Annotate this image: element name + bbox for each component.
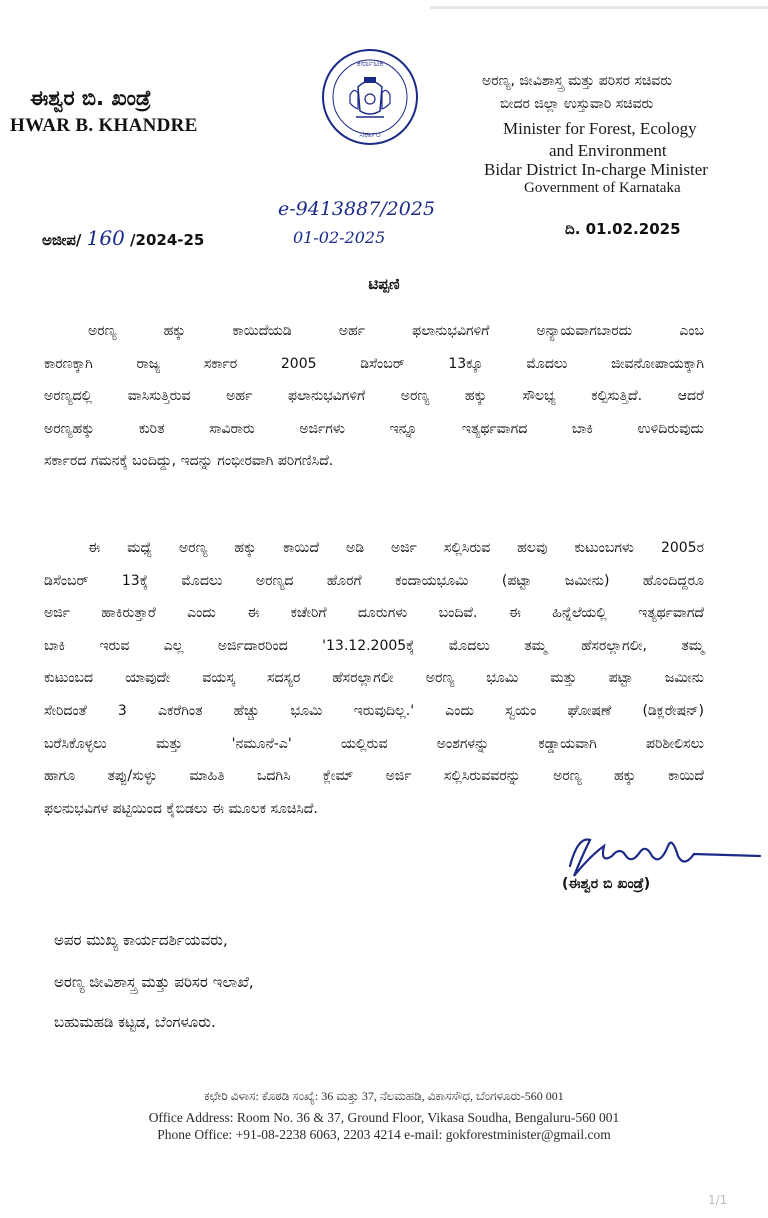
footer-contact: Phone Office: +91-08-2238 6063, 2203 4214 e-mail: gokforestminister@gmail.com	[157, 1127, 611, 1142]
minister-name-english: HWAR B. KHANDRE	[10, 115, 198, 136]
emblem-top-text: ಕರ್ನಾಟಕ	[356, 59, 384, 69]
page-title: ಟಿಪ್ಪಣಿ	[368, 275, 400, 293]
designation-english-3: Bidar District In-charge Minister	[484, 160, 708, 179]
designation-english-1: Minister for Forest, Ecology	[503, 119, 697, 138]
scan-edge	[430, 6, 768, 9]
paragraph-line: ಸೇರಿದಂತೆ 3 ಎಕರೆಗಿಂತ ಹೆಚ್ಚು ಭೂಮಿ ಇರುವುದಿಲ್ಲ.' ಎಂದು ಸ್ವಯಂ ಘೋಷಣೆ (ಡಿಕ್ಲರೇಷನ್)	[44, 702, 704, 719]
paragraph-line: ಅರಣ್ಯದಲ್ಲಿ ವಾಸಿಸುತ್ತಿರುವ ಅರ್ಹ ಫಲಾನುಭವಿಗಳಿಗೆ ಅರಣ್ಯ ಹಕ್ಕು ಸೌಲಭ್ಯ ಕಲ್ಪಿಸುತ್ತಿದೆ. ಆದರೆ	[44, 388, 704, 405]
reference-number	[42, 226, 204, 250]
paragraph-2	[44, 532, 704, 825]
addressee-line-3: ಬಹುಮಹಡಿ ಕಟ್ಟಡ, ಬೆಂಗಳೂರು.	[54, 1013, 216, 1031]
efile-number: e-9413887/2025	[278, 198, 436, 220]
paragraph-line: ಅರಣ್ಯಹಕ್ಕು ಕುರಿತ ಸಾವಿರಾರು ಅರ್ಜಿಗಳು ಇನ್ನೂ ಇತ್ಯರ್ಥವಾಗದ ಬಾಕಿ ಉಳಿದಿರುವುದು	[44, 420, 704, 437]
footer-address-kannada: ಕಛೇರಿ ವಿಳಾಸ: ಕೊಠಡಿ ಸಂಖ್ಯೆ: 36 ಮತ್ತು 37, ನೆಲಮಹಡಿ, ವಿಕಾಸಸೌಧ, ಬೆಂಗಳೂರು-560 001	[204, 1089, 564, 1103]
signatory-name: (ಈಶ್ವರ ಬಿ ಖಂಡ್ರೆ)	[562, 876, 651, 892]
designation-kannada-2: ಬೀದರ ಜಿಲ್ಲಾ ಉಸ್ತುವಾರಿ ಸಚಿವರು	[500, 96, 654, 112]
addressee-line-1: ಅಪರ ಮುಖ್ಯ ಕಾರ್ಯದರ್ಶಿಯವರು,	[54, 931, 228, 949]
paragraph-line: ಬಾಕಿ ಇರುವ ಎಲ್ಲ ಅರ್ಜಿದಾರರಿಂದ '13.12.2005ಕ್ಕೆ ಮೊದಲು ತಮ್ಮ ಹೆಸರಲ್ಲಾಗಲೀ, ತಮ್ಮ	[44, 637, 704, 654]
paragraph-line: ಸರ್ಕಾರದ ಗಮನಕ್ಕೆ ಬಂದಿದ್ದು, ಇದನ್ನು ಗಂಭೀರವಾಗಿ ಪರಿಗಣಿಸಿದೆ.	[44, 453, 334, 470]
paragraph-line: ಡಿಸೆಂಬರ್ 13ಕ್ಕೆ ಮೊದಲು ಅರಣ್ಯದ ಹೊರಗೆ ಕಂದಾಯಭೂಮಿ (ಪಟ್ಟಾ ಜಮೀನು) ಹೊಂದಿದ್ದರೂ	[44, 572, 704, 589]
paragraph-line: ಅರ್ಜಿ ಹಾಕಿರುತ್ತಾರೆ ಎಂದು ಈ ಕಚೇರಿಗೆ ದೂರುಗಳು ಬಂದಿವೆ. ಈ ಹಿನ್ನೆಲೆಯಲ್ಲಿ ಇತ್ಯರ್ಥವಾಗದೆ	[44, 605, 704, 622]
page-number: 1/1	[708, 1193, 728, 1207]
addressee-line-2: ಅರಣ್ಯ ಜೀವಿಶಾಸ್ತ್ರ ಮತ್ತು ಪರಿಸರ ಇಲಾಖೆ,	[54, 973, 254, 991]
paragraph-line: ಫಲನುಭವಿಗಳ ಪಟ್ಟಿಯಿಂದ ಕೈಬಿಡಲು ಈ ಮೂಲಕ ಸೂಚಿಸಿದೆ.	[44, 800, 318, 817]
designation-kannada-1: ಅರಣ್ಯ, ಜೀವಿಶಾಸ್ತ್ರ ಮತ್ತು ಪರಿಸರ ಸಚಿವರು	[482, 73, 673, 89]
paragraph-line: ಅರಣ್ಯ ಹಕ್ಕು ಕಾಯಿದೆಯಡಿ ಅರ್ಹ ಫಲಾನುಭವಿಗಳಿಗೆ ಅನ್ಯಾಯವಾಗಬಾರದು ಎಂಬ	[88, 323, 704, 339]
paragraph-1	[44, 315, 704, 478]
designation-english-4: Government of Karnataka	[524, 180, 681, 196]
paragraph-line: ಕಾರಣಕ್ಕಾಗಿ ರಾಜ್ಯ ಸರ್ಕಾರ 2005 ಡಿಸೆಂಬರ್ 13ಕ್ಕೂ ಮೊದಲು ಜೀವನೋಪಾಯಕ್ಕಾಗಿ	[44, 355, 704, 372]
footer-address-english: Office Address: Room No. 36 & 37, Ground Floor, Vikasa Soudha, Bengaluru-560 001	[148, 1110, 620, 1125]
paragraph-line: ಕುಟುಂಬದ ಯಾವುದೇ ವಯಸ್ಕ ಸದಸ್ಯರ ಹೆಸರಲ್ಲಾಗಲೀ ಅರಣ್ಯ ಭೂಮಿ ಮತ್ತು ಪಟ್ಟಾ ಜಮೀನು	[44, 670, 704, 687]
karnataka-emblem-icon	[320, 47, 420, 147]
paragraph-line: ಹಾಗೂ ತಪ್ಪು/ಸುಳ್ಳು ಮಾಹಿತಿ ಒದಗಿಸಿ ಕ್ಲೇಮ್ ಅರ್ಜಿ ಸಲ್ಲಿಸಿರುವವರನ್ನು ಅರಣ್ಯ ಹಕ್ಕು ಕಾಯಿದೆ	[44, 768, 704, 785]
letter-date: ದಿ. 01.02.2025	[565, 220, 681, 238]
emblem-bottom-text: ಸರ್ಕಾರ	[359, 130, 381, 140]
efile-date: 01-02-2025	[293, 228, 386, 247]
reference-handwritten-number: 160	[86, 226, 125, 250]
reference-suffix: /2024-25	[130, 231, 205, 249]
paragraph-line: ಈ ಮಧ್ಯೆ ಅರಣ್ಯ ಹಕ್ಕು ಕಾಯಿದೆ ಅಡಿ ಅರ್ಜಿ ಸಲ್ಲಿಸಿರುವ ಹಲವು ಕುಟುಂಬಗಳು 2005ರ	[88, 540, 704, 556]
paragraph-line: ಬರೆಸಿಕೊಳ್ಳಲು ಮತ್ತು 'ನಮೂನೆ-ಎ' ಯಲ್ಲಿರುವ ಅಂಶಗಳನ್ನು ಕಡ್ಡಾಯವಾಗಿ ಪರಿಶೀಲಿಸಲು	[44, 735, 704, 752]
reference-prefix: ಅಜೀಪ/	[42, 231, 82, 249]
designation-english-2: and Environment	[549, 141, 667, 160]
minister-name-kannada: ಈಶ್ವರ ಬಿ. ಖಂಡ್ರೆ	[30, 86, 152, 110]
